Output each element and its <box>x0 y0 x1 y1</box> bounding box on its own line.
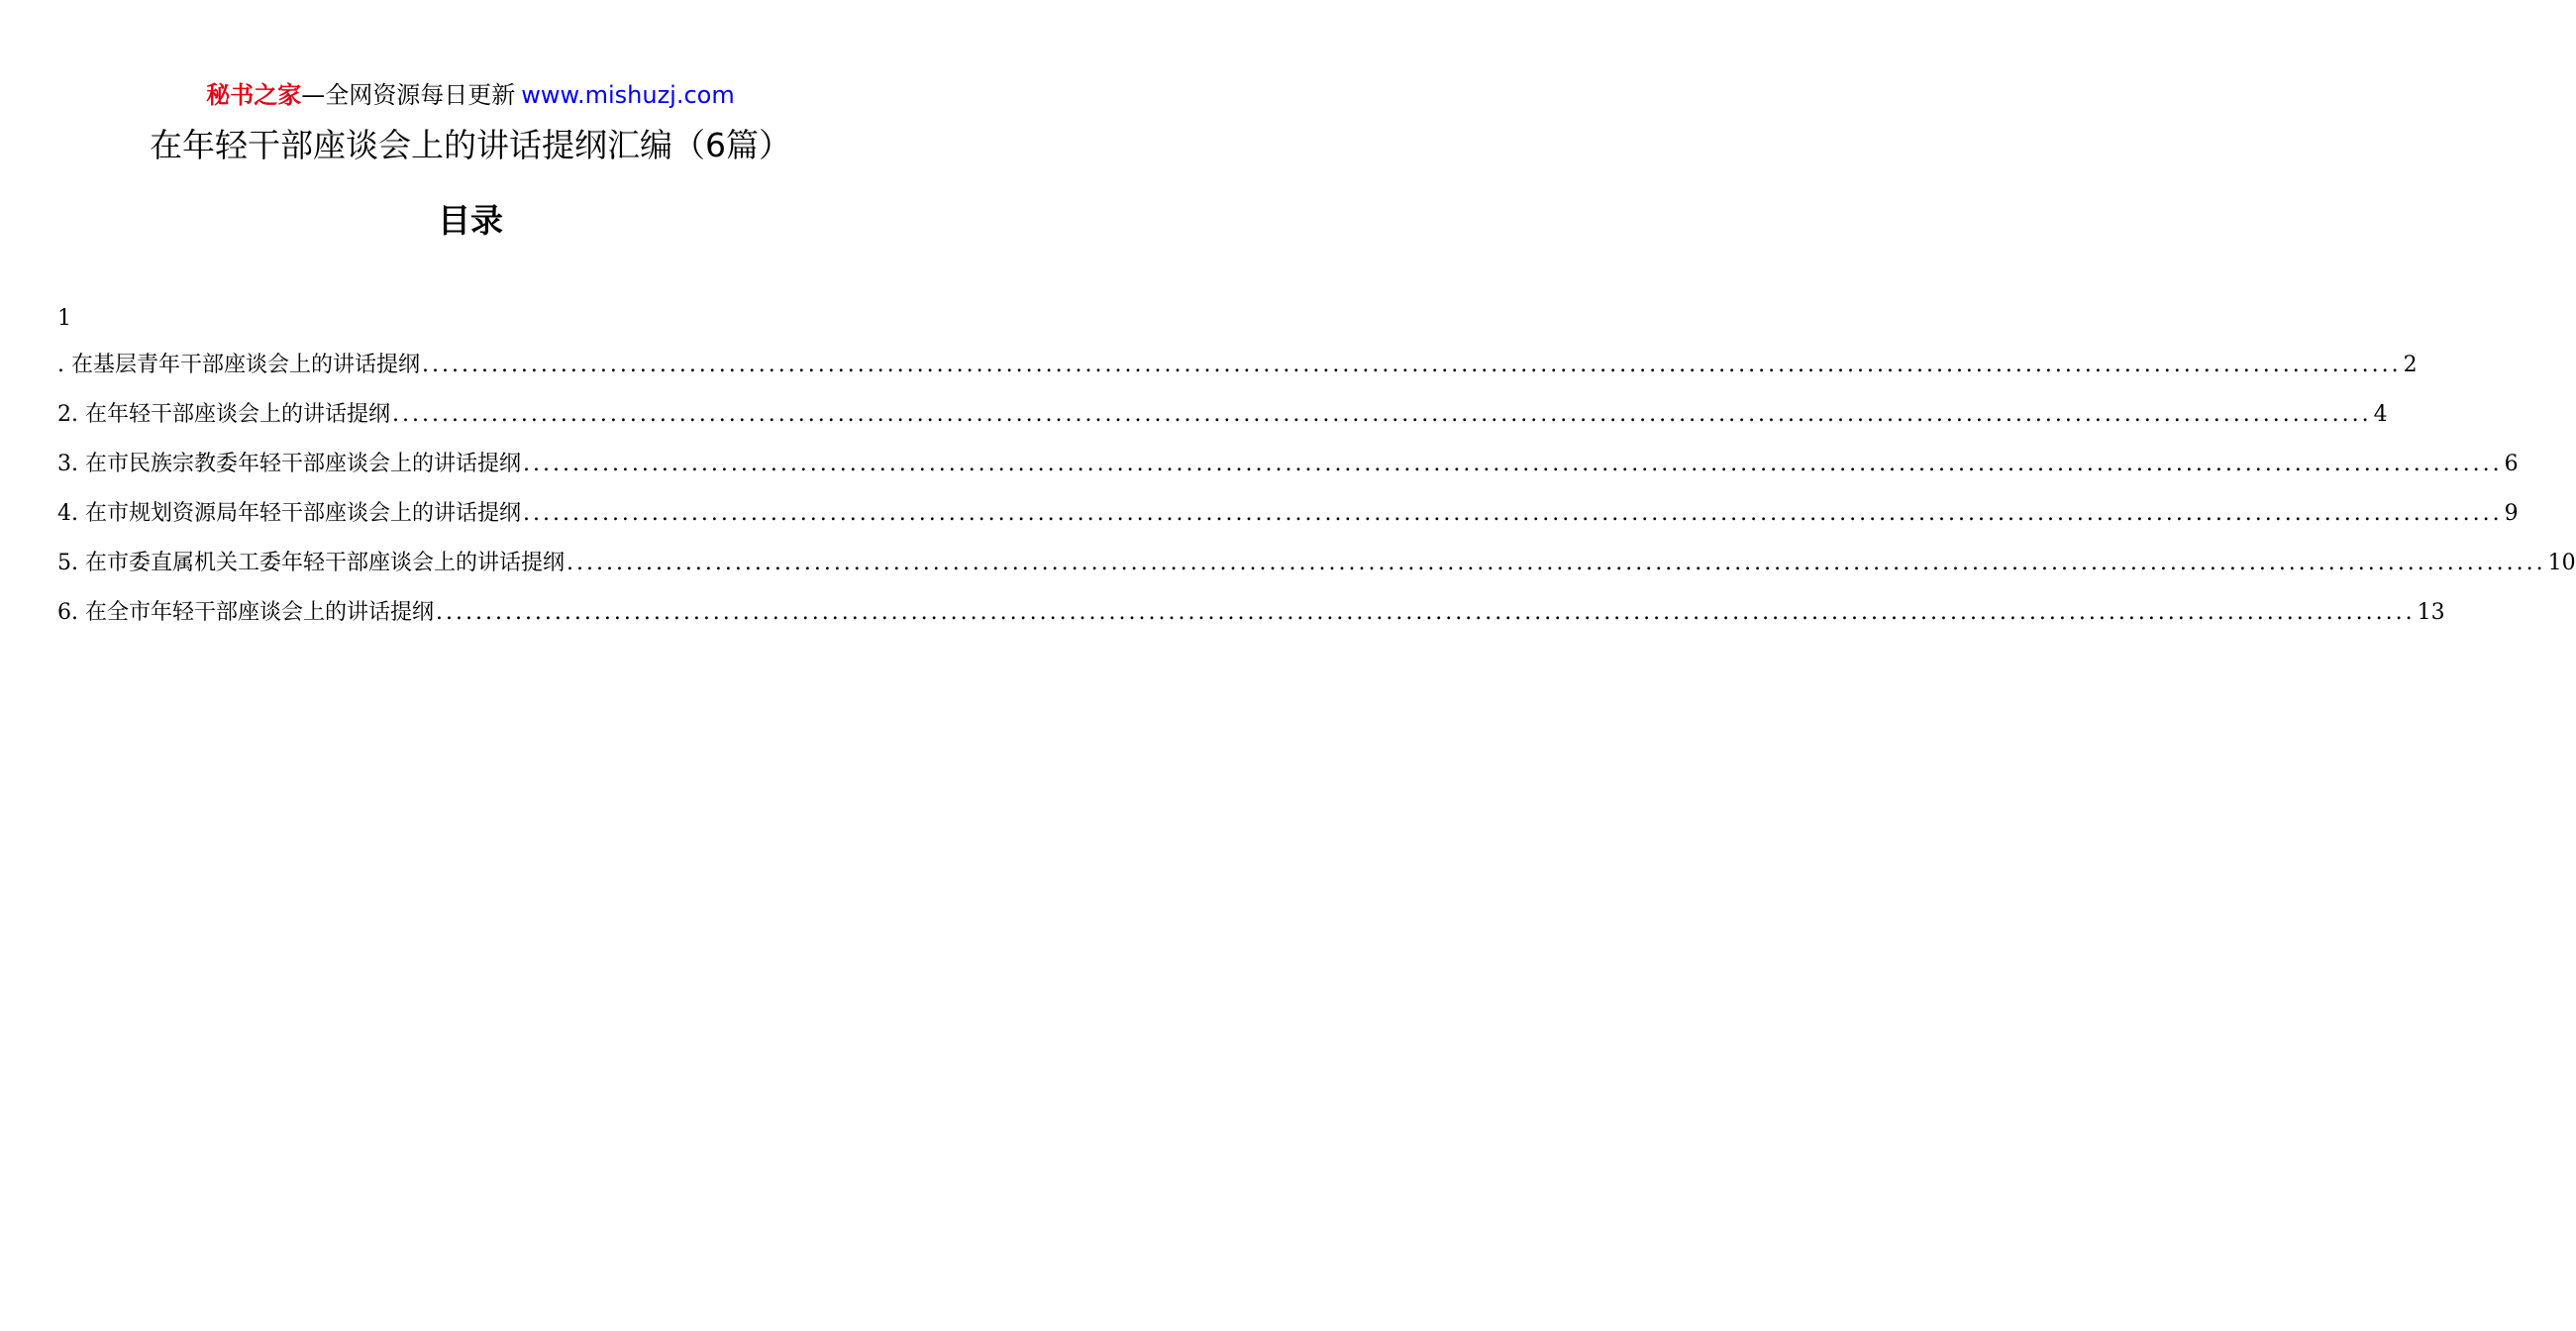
toc-entry-page: 10 <box>2547 551 2576 575</box>
toc-entry-label: 3. 在市民族宗教委年轻干部座谈会上的讲话提纲 <box>57 452 521 476</box>
toc-entry-3[interactable] <box>57 450 2519 499</box>
toc-entry-page: 4 <box>2373 402 2388 427</box>
toc-entry-label: 2. 在年轻干部座谈会上的讲话提纲 <box>57 402 390 427</box>
toc-entry-page: 2 <box>2403 353 2418 377</box>
slogan: —全网资源每日更新 <box>301 81 516 109</box>
toc-entry-page: 9 <box>2504 501 2519 526</box>
toc-entry-page: 13 <box>2417 600 2445 625</box>
dot-leader: ........................................................................................................................................................................................................ <box>422 353 2402 377</box>
toc-entry-5[interactable] <box>57 549 2576 598</box>
toc-entry-2[interactable] <box>57 400 2388 450</box>
toc-first-number: 1 <box>57 306 71 331</box>
toc-entry-label: . 在基层青年干部座谈会上的讲话提纲 <box>57 353 420 377</box>
document-title: 在年轻干部座谈会上的讲话提纲汇编（6篇） <box>150 126 791 164</box>
toc-heading: 目录 <box>438 201 503 240</box>
toc-entry-label: 6. 在全市年轻干部座谈会上的讲话提纲 <box>57 600 434 625</box>
site-url-link[interactable]: www.mishuzj.com <box>521 81 735 109</box>
toc-entry-page: 6 <box>2504 452 2519 476</box>
table-of-contents <box>57 351 2576 648</box>
toc-entry-label: 4. 在市规划资源局年轻干部座谈会上的讲话提纲 <box>57 501 521 526</box>
toc-entry-4[interactable] <box>57 499 2519 549</box>
toc-entry-label: 5. 在市委直属机关工委年轻干部座谈会上的讲话提纲 <box>57 551 565 575</box>
toc-entry-6[interactable] <box>57 598 2445 648</box>
toc-entry-1[interactable] <box>57 351 2418 400</box>
dot-leader: ........................................................................................................................................................................................................ <box>436 600 2416 625</box>
dot-leader: ........................................................................................................................................................................................................ <box>523 501 2503 526</box>
brand-name: 秘书之家 <box>206 81 302 109</box>
dot-leader: ........................................................................................................................................................................................................ <box>567 551 2546 575</box>
site-banner <box>0 79 941 111</box>
dot-leader: ........................................................................................................................................................................................................ <box>392 402 2372 427</box>
dot-leader: ........................................................................................................................................................................................................ <box>523 452 2503 476</box>
